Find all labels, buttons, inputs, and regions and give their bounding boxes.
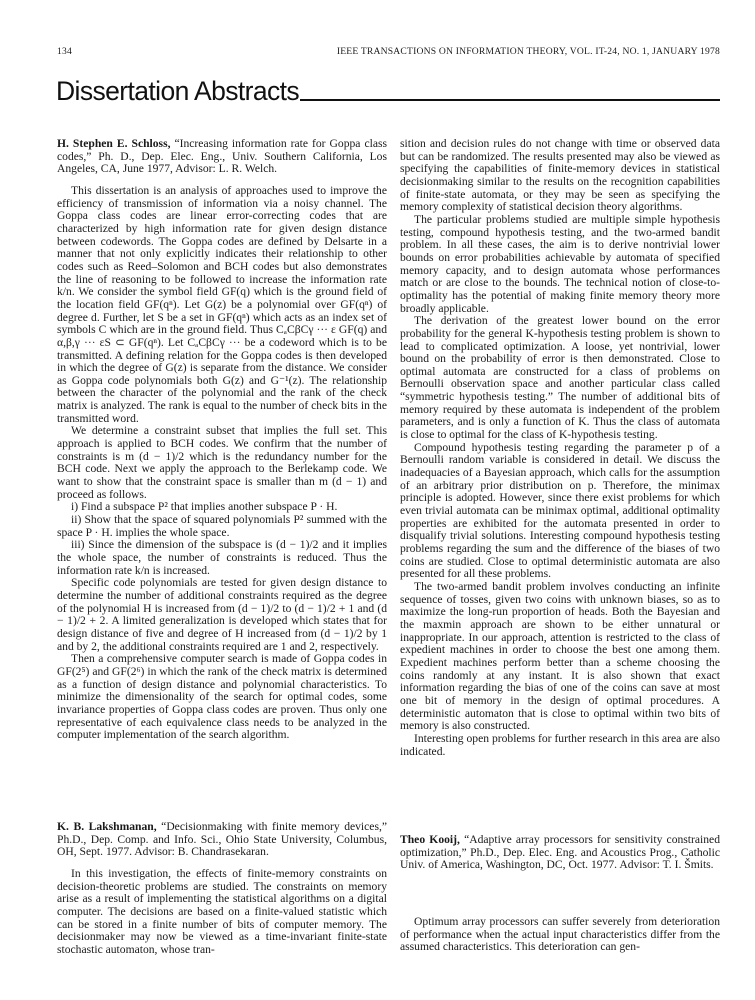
abstract-lakshmanan <box>57 821 387 957</box>
abstract-paragraph: Compound hypothesis testing regarding the parameter p of a Bernoulli random variable is considered in detail. We discuss the inadequacies of a Bayesian approach, which calls for the assumption of an arbitrary prior distribution on p. Therefore, the minimax principle is adopted. However, since there exist problems for which even trivial automata can be minimax optimal, additional optimality properties are exhibited for the automata presented in order to disqualify trivial solutions. Interesting compound hypothesis testing problems regarding the sum and the difference of the biases of two coins are studied. Close to optimal deterministic automata are also presented for all these problems. <box>400 440 720 581</box>
citation <box>57 138 387 176</box>
abstract-paragraph: We determine a constraint subset that implies the full set. This approach is applied to BCH codes. We confirm that the number of constraints is m (d − 1)/2 which is the redundancy number for the BCH code. Next we apply the approach to the Berlekamp code. We want to show that the constraint space is smaller than m (d − 1) and proceed as follows. <box>57 424 387 501</box>
abstract-paragraph: In this investigation, the effects of finite-memory constraints on decision-theoretic problems are studied. The constraints on memory arise as a result of implementing the statistical algorithms on a digital computer. The decisions are based on a finite-valued statistic which can be stored in a finite number of bits of computer memory. The decisionmaker may now be viewed as a time-invariant finite-state stochastic automaton, whose tran- <box>57 866 387 956</box>
abstract-kooij <box>400 834 720 872</box>
citation-text: “Increasing information rate for Goppa class codes,” Ph. D., Dep. Elec. Eng., Univ. Southern California, Los Angeles, CA, June 1977, Advisor: L. R. Welch. <box>57 137 387 176</box>
abstract-paragraph: The derivation of the greatest lower bound on the error probability for the general K-hypothesis testing problem is shown to lead to complicated optimization. A loose, yet nontrivial, lower bound on the probability of error is then demonstrated. Close to optimal automata are constructed for a class of problems on Bernoulli observation space and another particular class called “symmetric hypothesis testing.” The number of additional bits of memory required by these automata is independent of the problem parameters, and is only a function of K. Thus the class of automata is close to optimal for the class of K-hypothesis testing. <box>400 314 720 442</box>
citation-text: “Decisionmaking with finite memory devices,” Ph.D., Dep. Comp. and Info. Sci., Ohio State University, Columbus, OH, Sept. 1977. Advisor: B. Chandrasekaran. <box>57 820 387 859</box>
author-name: H. Stephen E. Schloss, <box>57 137 171 150</box>
section-title-text: Dissertation Abstracts <box>56 76 300 106</box>
list-item: i) Find a subspace P² that implies another subspace P · H. <box>71 500 338 514</box>
abstract-kooij-body <box>400 916 720 954</box>
author-name: K. B. Lakshmanan, <box>57 820 157 833</box>
abstract-paragraph: The particular problems studied are multiple simple hypothesis testing, compound hypothesis testing, and the two-armed bandit problem. In all these cases, the aim is to derive nontrivial lower bounds on error probabilities achievable by automata of specified memory capacity, and to design automata whose performances match or are close to the bounds. The technical notion of close-to-optimality has the potential of making finite memory theory more broadly applicable. <box>400 212 720 315</box>
running-head <box>57 46 720 60</box>
citation <box>57 821 387 859</box>
author-name: Theo Kooij, <box>400 833 460 846</box>
abstract-paragraph: This dissertation is an analysis of approaches used to improve the efficiency of transmission of information via a noisy channel. The Goppa class codes are linear error-correcting codes that are characterized by high information rate for given design distance between codewords. The Goppa codes are defined by Delsarte in a manner that not only explicitly indicates their relationship to other codes such as Reed–Solomon and BCH codes but also demonstrates the line of reasoning to be followed to increase the information rate k/n. We consider the symbol field GF(q) which is the ground field of the location field GF(qⁿ). Let G(z) be a polynomial over GF(qⁿ) of degree d. Further, let S be a set in GF(qⁿ) which acts as an index set of symbols C which are in the ground field. Thus CₐCβCγ ··· ε GF(q) and α,β,γ ··· εS ⊂ GF(qⁿ). Let CₐCβCγ ··· be a codeword which is to be transmitted. A defining relation for the Goppa codes is then developed in which the degree of G(z) is separate from the distance. We consider as Goppa code polynomials both G(z) and G⁻¹(z). The relationship between the character of the polynomial and the rank of the check matrix is analyzed. The rank is equal to the number of check bits in the transmitted word. <box>57 183 387 425</box>
citation <box>400 834 720 872</box>
abstract-paragraph: Optimum array processors can suffer severely from deterioration of performance when the actual input characteristics differ from the assumed characteristics. This deterioration can gen- <box>400 915 720 954</box>
abstract-paragraph: sition and decision rules do not change with time or observed data but can be randomized. The results presented may also be viewed as specifying the capabilities of finite-memory devices in statistical decisionmaking similar to the results on the recognition capabilities of finite-state automata, or they may be seen as specifying the memory complexity of statistical decision theory algorithms. <box>400 137 720 214</box>
abstract-schloss <box>57 138 387 742</box>
abstract-paragraph: Specific code polynomials are tested for given design distance to determine the number of additional constraints required as the degree of the polynomial H is increased from (d − 1)/2 to (d − 1)/2 + 1 and (d − 1)/2 + 2. A limited generalization is developed which states that for design distance of five and degree of H increased from (d − 1)/2 by 1 and by 2, the additional constraints required are 1 and 2, respectively. <box>57 576 387 653</box>
list-item: iii) Since the dimension of the subspace is (d − 1)/2 and it implies the whole space, the number of constraints is reduced. Thus the information rate k/n is increased. <box>57 538 387 577</box>
journal-header: IEEE TRANSACTIONS ON INFORMATION THEORY, VOL. IT-24, NO. 1, JANUARY 1978 <box>336 46 720 57</box>
abstract-paragraph: Then a comprehensive computer search is made of Goppa codes in GF(2⁵) and GF(2⁶) in which the rank of the check matrix is determined as a function of design distance and polynomial characteristics. To minimize the dimensionality of the search for optimal codes, some invariance properties of Goppa class codes are proven. Thus only one representative of each equivalence class needs to be analyzed in the computer implementation of the search algorithm. <box>57 652 387 742</box>
abstract-paragraph: Interesting open problems for further research in this area are also indicated. <box>400 731 720 758</box>
citation-text: “Adaptive array processors for sensitivity constrained optimization,” Ph.D., Dep. Elec. Eng. and Acoustics Prog., Catholic Univ. of America, Washington, DC, Oct. 1977. Advisor: T. I. Šmits. <box>400 833 720 872</box>
page-number: 134 <box>57 46 72 57</box>
title-rule <box>300 99 720 101</box>
abstract-paragraph: The two-armed bandit problem involves conducting an infinite sequence of tosses, given two coins with unknown biases, so as to maximize the long-run proportion of heads. Both the Bayesian and the maxmin approach are shown to be either unnatural or inappropriate. In our approach, attention is restricted to the class of expedient machines in order to choose the best one among them. Expedient machines perform better than a scheme choosing the coins randomly at any instant. It is also shown that exact information regarding the bias of one of the coins can save at most one bit of memory in the design of optimal procedures. A deterministic automaton that is close to optimal within two bits of memory is also constructed. <box>400 579 720 733</box>
section-title <box>56 72 720 106</box>
list-item: ii) Show that the space of squared polynomials P² summed with the space P · H. implies the whole space. <box>57 513 387 539</box>
abstract-lakshmanan-continued <box>400 138 720 758</box>
